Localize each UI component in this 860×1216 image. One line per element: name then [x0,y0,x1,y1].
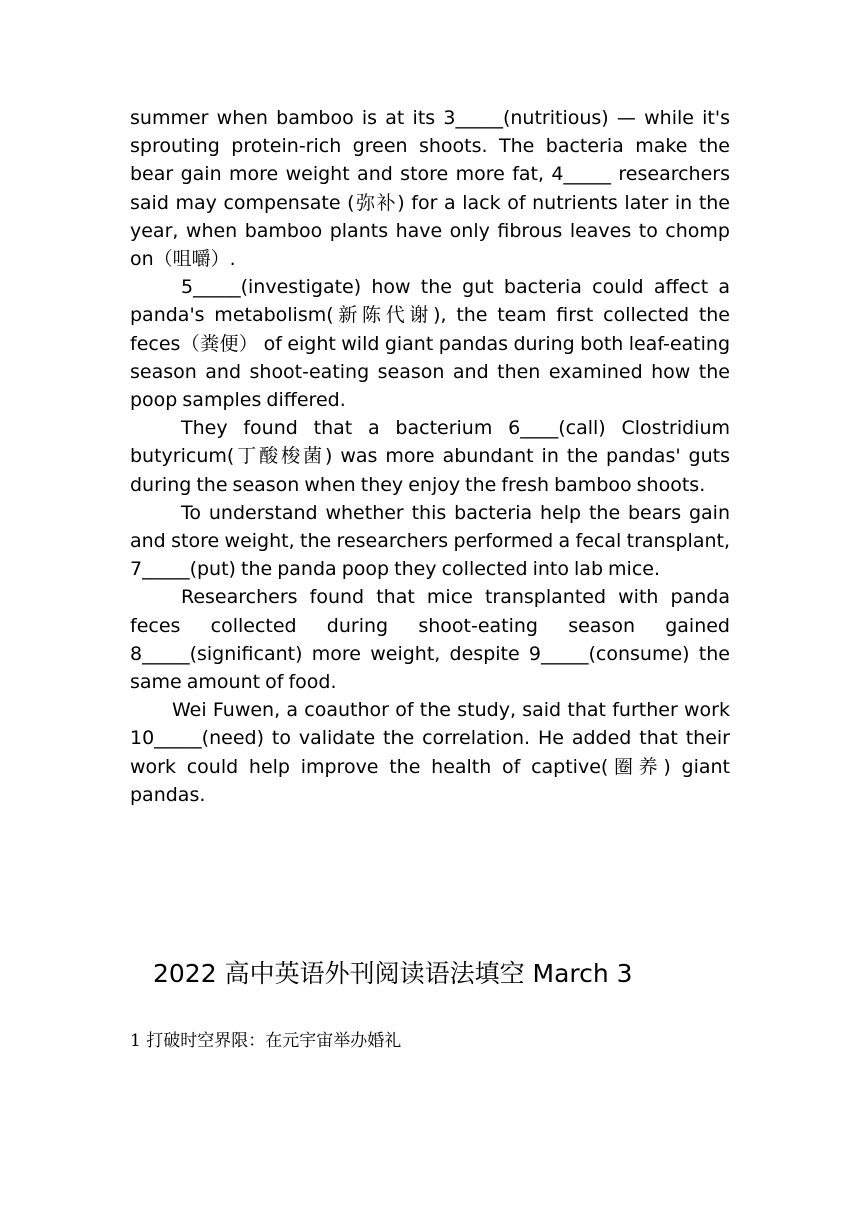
paragraph-4: To understand whether this bacteria help the bears gain and store weight, the researchers performed a fecal transplant, 7_____(put) the panda poop they collected into lab mice. [130,501,730,581]
paragraph-3: They found that a bacterium 6____(call) Clostridium butyricum(丁酸梭菌) was more abundant in the pandas' guts during the season when they enjoy the fresh bamboo shoots. [130,417,730,496]
list-item: 1 打破时空界限：在元宇宙举办婚礼 [130,1031,402,1051]
passage-body [130,104,730,809]
paragraph-6: Wei Fuwen, a coauthor of the study, said that further work 10_____(need) to validate the correlation. He added that their work could help improve the health of captive(圈养) giant pandas. [130,699,730,806]
paragraph-2: 5_____(investigate) how the gut bacteria could affect a panda's metabolism(新陈代谢), the team first collected the feces（粪便） of eight wild giant pandas during both leaf-eating season and shoot-eating season and then examined how the poop samples differed. [130,276,730,412]
paragraph-1: summer when bamboo is at its 3_____(nutritious) — while it's sprouting protein-rich green shoots. The bacteria make the bear gain more weight and store more fat, 4_____ researchers said may compensate (弥补) for a lack of nutrients later in the year, when bamboo plants have only fibrous leaves to chomp on（咀嚼）. [130,107,730,271]
section-title: 2022 高中英语外刊阅读语法填空 March 3 [153,959,633,988]
paragraph-5: Researchers found that mice transplanted with panda feces collected during shoot-eating season gained 8_____(significant) more weight, despite 9_____(consume) the same amount of food. [130,586,730,694]
